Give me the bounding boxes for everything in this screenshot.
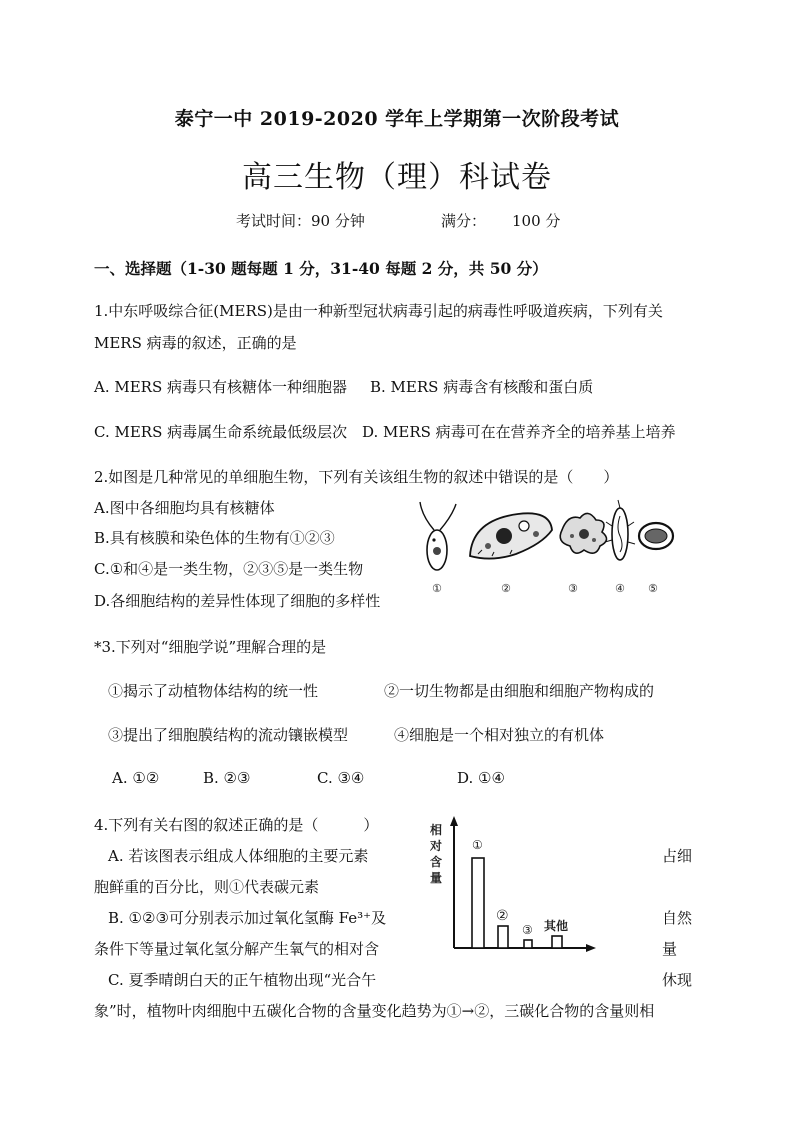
q1-option-b: B. MERS 病毒含有核酸和蛋白质 — [370, 378, 594, 396]
q1-stem-line2: MERS 病毒的叙述，正确的是 — [94, 334, 297, 352]
chart-bar-other — [552, 936, 562, 948]
q4-option-c-line2: 象”时，植物叶肉细胞中五碳化合物的含量变化趋势为①→②，三碳化合物的含量则相 — [94, 1002, 655, 1020]
q4-option-a-line1: A. 若该图表示组成人体细胞的主要元素 — [108, 847, 369, 865]
q1-option-a: A. MERS 病毒只有核糖体一种细胞器 — [94, 378, 348, 396]
q4-option-b-line2: 条件下等量过氧化氢分解产生氧气的相对含 — [94, 940, 380, 958]
organism-label-5: ⑤ — [648, 582, 658, 595]
q3-statement-4: ④细胞是一个相对独立的有机体 — [394, 726, 605, 744]
q3-statement-1: ①揭示了动植物体结构的统一性 — [108, 682, 319, 700]
chart-bar-1 — [472, 858, 484, 948]
q1-option-c: C. MERS 病毒属生命系统最低级层次 — [94, 423, 348, 441]
organism-1-illustration — [420, 502, 456, 570]
chart-x-arrow — [586, 944, 596, 952]
q4-option-b-line2-end: 量 — [662, 940, 678, 958]
chart-ylabel-2: 对 — [430, 839, 443, 853]
q4-option-b-line1: B. ①②③可分别表示加过氧化氢酶 Fe³⁺及 — [108, 909, 387, 927]
organism-3-illustration — [560, 513, 606, 553]
full-score-label: 满分： — [441, 212, 487, 230]
q4-stem: 4.下列有关右图的叙述正确的是（ ） — [94, 816, 379, 834]
organism-5-illustration — [639, 523, 673, 549]
chart-bar-3 — [524, 940, 532, 948]
q1-option-d: D. MERS 病毒可在在营养齐全的培养基上培养 — [362, 423, 676, 441]
chart-ylabel-1: 相 — [430, 823, 443, 837]
q4-option-b-line1-end: 自然 — [662, 909, 693, 927]
chart-bar-label-1-text: ① — [472, 838, 483, 852]
exam-time: 考试时间：90 分钟 — [236, 212, 365, 230]
chart-y-arrow — [450, 816, 458, 826]
paper-title: 高三生物（理）科试卷 — [242, 160, 552, 195]
chart-ylabel-4: 量 — [430, 871, 443, 885]
q4-option-c-line1-end: 休现 — [662, 971, 693, 989]
q3-statement-2: ②一切生物都是由细胞和细胞产物构成的 — [384, 682, 655, 700]
full-score-value: 100 分 — [512, 212, 561, 230]
q3-option-c: C. ③④ — [317, 769, 365, 787]
q3-statement-3: ③提出了细胞膜结构的流动镶嵌模型 — [108, 726, 349, 744]
section-title: 一、选择题（1-30 题每题 1 分，31-40 每题 2 分，共 50 分） — [94, 259, 548, 278]
q3-stem: *3.下列对“细胞学说”理解合理的是 — [94, 638, 327, 656]
q4-option-a-line2: 胞鲜重的百分比，则①代表碳元素 — [94, 878, 320, 896]
q4-option-a-line1-end: 占细 — [662, 847, 693, 865]
q3-option-d: D. ①④ — [457, 769, 505, 787]
chart-ylabel-3: 含 — [430, 855, 443, 869]
q3-option-a: A. ①② — [112, 769, 160, 787]
organism-label-4: ④ — [615, 582, 625, 595]
unicellular-organisms-figure — [412, 496, 682, 600]
q2-option-d: D.各细胞结构的差异性体现了细胞的多样性 — [94, 592, 381, 610]
organism-label-1: ① — [432, 582, 442, 595]
organism-4-illustration — [605, 500, 635, 560]
chart-bar-2 — [498, 926, 508, 948]
q2-option-a: A.图中各细胞均具有核糖体 — [94, 499, 275, 517]
q3-option-b: B. ②③ — [203, 769, 251, 787]
q4-option-c-line1: C. 夏季晴朗白天的正午植物出现“光合午 — [108, 971, 377, 989]
q2-option-c: C.①和④是一类生物，②③⑤是一类生物 — [94, 560, 364, 578]
q1-stem-line1: 1.中东呼吸综合征(MERS)是由一种新型冠状病毒引起的病毒性呼吸道疾病，下列有关 — [94, 302, 663, 320]
organism-label-2: ② — [501, 582, 511, 595]
chart-bar-label-other: 其他 — [544, 919, 569, 933]
chart-bar-label-2: ② — [496, 908, 509, 924]
school-exam-title: 泰宁一中 2019-2020 学年上学期第一次阶段考试 — [174, 108, 620, 130]
organism-2-illustration — [470, 513, 552, 558]
q2-option-b: B.具有核膜和染色体的生物有①②③ — [94, 529, 335, 547]
relative-content-bar-figure — [426, 814, 596, 954]
q2-stem: 2.如图是几种常见的单细胞生物，下列有关该组生物的叙述中错误的是（ ） — [94, 468, 619, 486]
chart-bar-label-3: ③ — [522, 923, 533, 937]
organism-label-3: ③ — [568, 582, 578, 595]
